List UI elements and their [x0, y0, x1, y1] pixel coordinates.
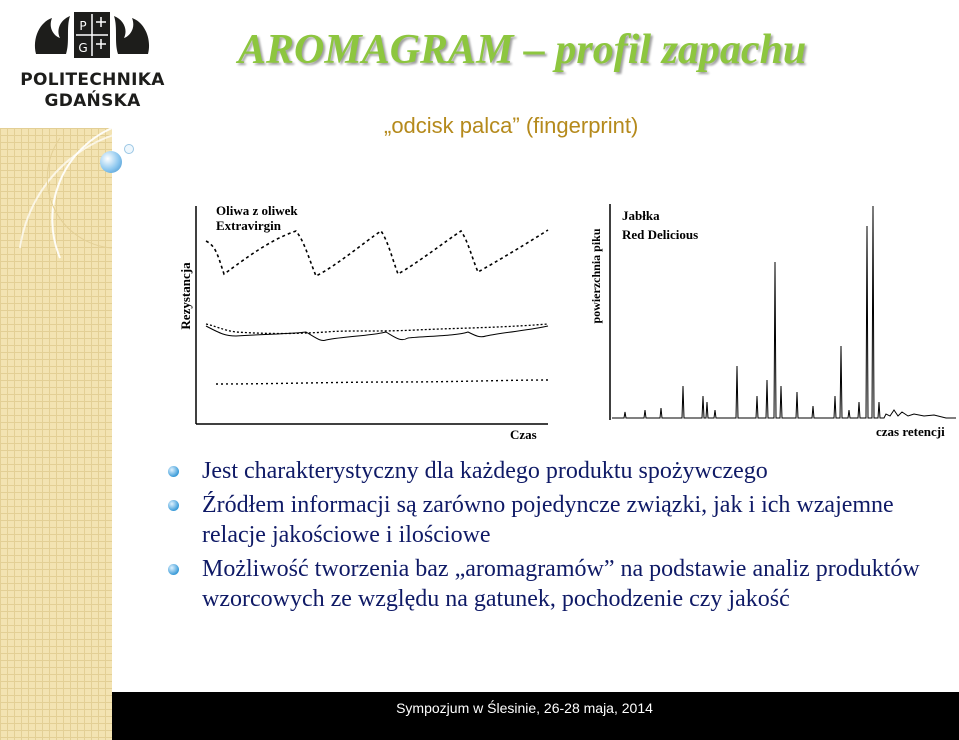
bullet-item [166, 490, 956, 550]
bullet-icon [168, 564, 179, 575]
university-crest-icon [30, 8, 154, 66]
bullet-text: Możliwość tworzenia baz „aromagramów” na podstawie analiz produktów wzorcowych ze względu na gatunek, pochodzenie czy jakość [202, 556, 920, 612]
bullet-item [166, 456, 956, 486]
bullet-list [166, 456, 956, 618]
figure-left-ylabel: Rezystancja [178, 262, 193, 330]
figure-olive-oil [176, 196, 556, 446]
bullet-text: Jest charakterystyczny dla każdego produktu spożywczego [202, 458, 768, 484]
logo-text-line1: POLITECHNIKA [20, 70, 165, 90]
logo [0, 0, 185, 128]
figure-right-xlabel: czas retencji [876, 424, 945, 439]
figure-apples [584, 196, 959, 446]
bullet-icon [168, 500, 179, 511]
bullet-icon [168, 466, 179, 477]
crest-letter-g: G [78, 41, 88, 55]
slide-title: AROMAGRAM – profil zapachu [238, 27, 807, 73]
figure-right-ylabel: powierzchnia piku [589, 228, 603, 324]
footer-text: Sympozjum w Ślesinie, 26-28 maja, 2014 [396, 700, 653, 716]
slide-subtitle: „odcisk palca” (fingerprint) [384, 113, 639, 138]
bullet-text: Źródłem informacji są zarówno pojedyncze związki, jak i ich wzajemne relacje jakościowe i ilościowe [202, 492, 894, 548]
logo-text-line2: GDAŃSKA [44, 91, 141, 111]
figure-left-title-1: Oliwa z oliwek [216, 203, 298, 218]
figure-right-title-2: Red Delicious [622, 227, 699, 242]
crest-letter-p: P [79, 19, 87, 33]
figure-left-title-2: Extravirgin [216, 218, 281, 233]
bullet-item [166, 554, 956, 614]
decorative-bubble-small [124, 144, 134, 154]
figure-right-title-1: Jabłka [622, 208, 660, 223]
decorative-bubble-large [100, 151, 122, 173]
figure-left-xlabel: Czas [510, 427, 537, 442]
